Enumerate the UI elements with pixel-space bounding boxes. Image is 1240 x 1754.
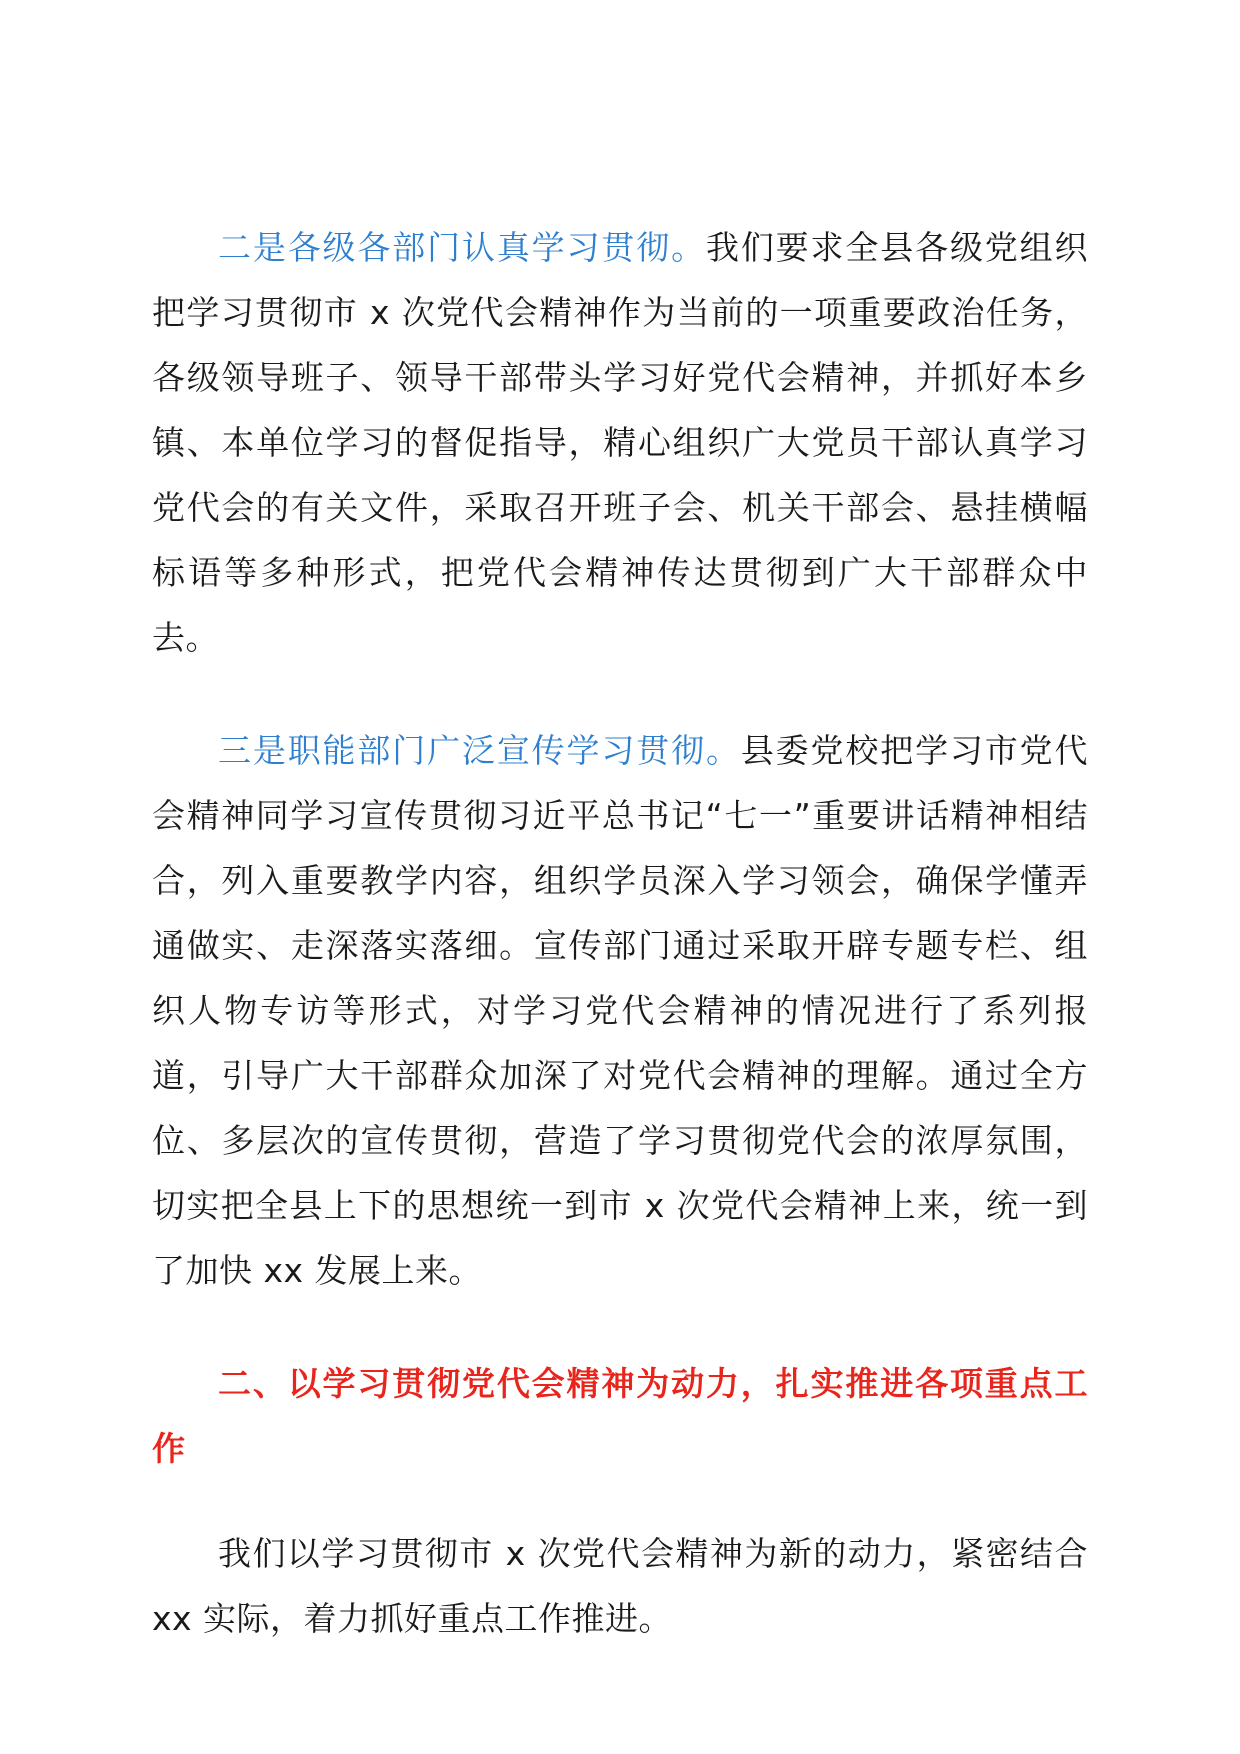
paragraph-text: 我们要求全县各级党组织把学习贯彻市 x 次党代会精神作为当前的一项重要政治任务，各级领导班子、领导干部带头学习好党代会精神，并抓好本乡镇、本单位学习的督促指导，精心组织广大党员干部认真学习党代会的有关文件，采取召开班子会、机关干部会、悬挂横幅标语等多种形式，把党代会精神传达贯彻到广大干部群众中去。 (152, 228, 1089, 657)
paragraph-text: 我们以学习贯彻市 x 次党代会精神为新的动力，紧密结合 xx 实际，着力抓好重点工作推进。 (152, 1534, 1088, 1638)
paragraph-department-study (152, 215, 1088, 670)
document-body (152, 215, 1088, 1651)
paragraph-lead-phrase: 二是各级各部门认真学习贯彻。 (218, 228, 706, 267)
paragraph-functional-departments (152, 718, 1088, 1303)
section-heading: 二、以学习贯彻党代会精神为动力，扎实推进各项重点工作 (152, 1364, 1088, 1468)
paragraph-lead-phrase: 三是职能部门广泛宣传学习贯彻。 (218, 731, 741, 770)
paragraph-text: 县委党校把学习市党代会精神同学习宣传贯彻习近平总书记“七一”重要讲话精神相结合，列入重要教学内容，组织学员深入学习领会，确保学懂弄通做实、走深落实落细。宣传部门通过采取开辟专题专栏、组织人物专访等形式，对学习党代会精神的情况进行了系列报道，引导广大干部群众加深了对党代会精神的理解。通过全方位、多层次的宣传贯彻，营造了学习贯彻党代会的浓厚氛围，切实把全县上下的思想统一到市 x 次党代会精神上来，统一到了加快 xx 发展上来。 (152, 731, 1089, 1290)
paragraph-key-work (152, 1521, 1088, 1651)
